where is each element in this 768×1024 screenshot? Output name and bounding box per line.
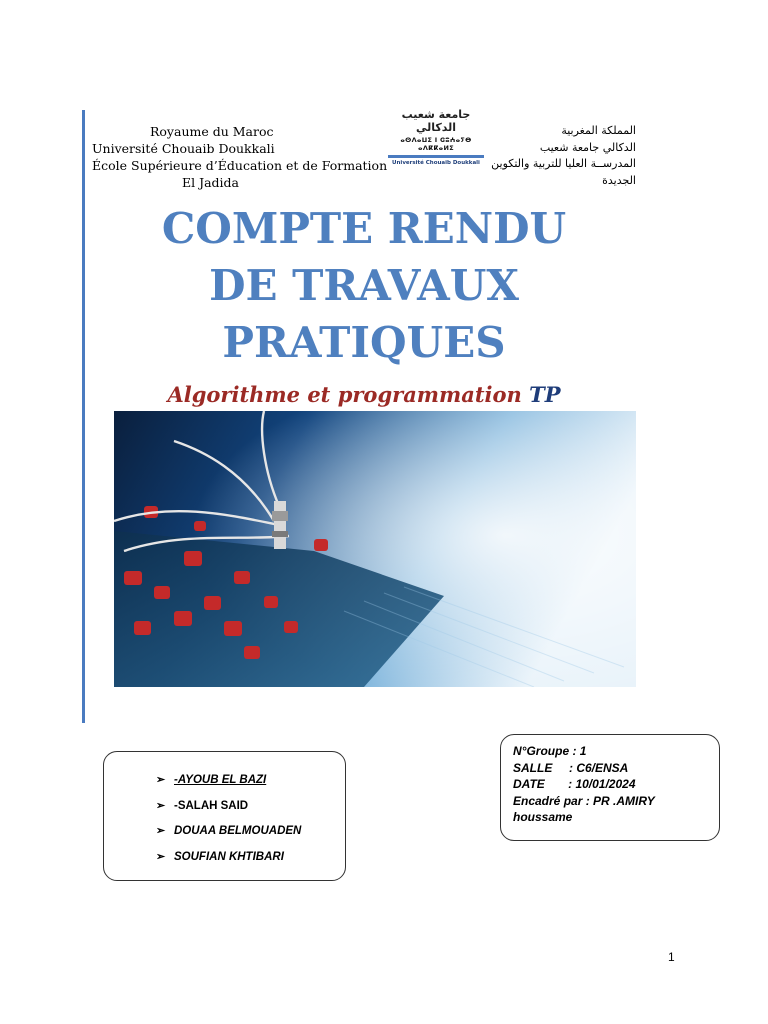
group-number: N°Groupe : 1	[513, 744, 587, 758]
header-fr-line: El Jadida	[182, 175, 240, 190]
list-item	[156, 819, 345, 845]
header-ar-line: المدرســة العليا للتربية والتكوين	[491, 157, 636, 170]
header-arabic	[476, 123, 636, 189]
header-fr-line: Royaume du Maroc	[150, 124, 274, 139]
list-item	[156, 794, 345, 820]
left-margin-rule	[82, 110, 85, 723]
page-number: 1	[668, 950, 675, 964]
supervisor: Encadré par : PR .AMIRY	[513, 793, 655, 808]
member-name: DOUAA BELMOUADEN	[174, 825, 302, 837]
supervisor-cont: houssame	[513, 810, 573, 824]
header-french	[92, 123, 392, 191]
logo-tifinagh-text: ⴰⵙⴷⴰⵡⵉ ⵏ ⵛⵓⵄⴰⵢⴱ ⴰⴷⴽⴽⴰⵍⵉ	[400, 136, 472, 152]
header-ar-line: الجديدة	[602, 173, 636, 187]
title-line: DE TRAVAUX	[209, 261, 519, 310]
member-name: -AYOUB EL BAZI	[174, 774, 267, 786]
logo-bar	[388, 155, 484, 158]
group-info-box	[500, 734, 720, 841]
date: DATE : 10/01/2024	[513, 777, 636, 791]
arrow-bullet-icon: ➢	[156, 825, 166, 837]
members-list	[104, 752, 345, 870]
header-ar-line: المملكة المغربية	[561, 124, 636, 137]
header-fr-line: École Supérieure d’Éducation et de Formation	[92, 158, 388, 173]
room: SALLE : C6/ENSA	[513, 760, 629, 775]
circuit-board-photo	[114, 411, 636, 687]
arrow-bullet-icon: ➢	[156, 774, 166, 786]
subtitle-main: Algorithme et programmation	[167, 382, 522, 407]
list-item	[156, 768, 345, 794]
members-box	[103, 751, 346, 881]
page-title	[100, 200, 628, 371]
header-fr-line: Université Chouaib Doukkali	[92, 141, 275, 156]
subtitle-tag: TP	[529, 382, 561, 407]
logo-french-text: Université Chouaib Doukkali	[392, 160, 480, 166]
list-item	[156, 845, 345, 871]
logo-arabic-text: جامعة شعيب الدكالي	[401, 108, 471, 134]
header-ar-line: الدكالي جامعة شعيب	[539, 140, 636, 154]
university-logo	[386, 108, 486, 166]
member-name: -SALAH SAID	[174, 799, 249, 812]
member-name: SOUFIAN KHTIBARI	[174, 850, 284, 863]
arrow-bullet-icon: ➢	[156, 850, 166, 863]
title-line: PRATIQUES	[222, 318, 506, 367]
title-line: COMPTE RENDU	[161, 204, 567, 253]
arrow-bullet-icon: ➢	[156, 799, 166, 812]
circuit-board-image	[114, 411, 636, 687]
subtitle	[100, 382, 628, 407]
